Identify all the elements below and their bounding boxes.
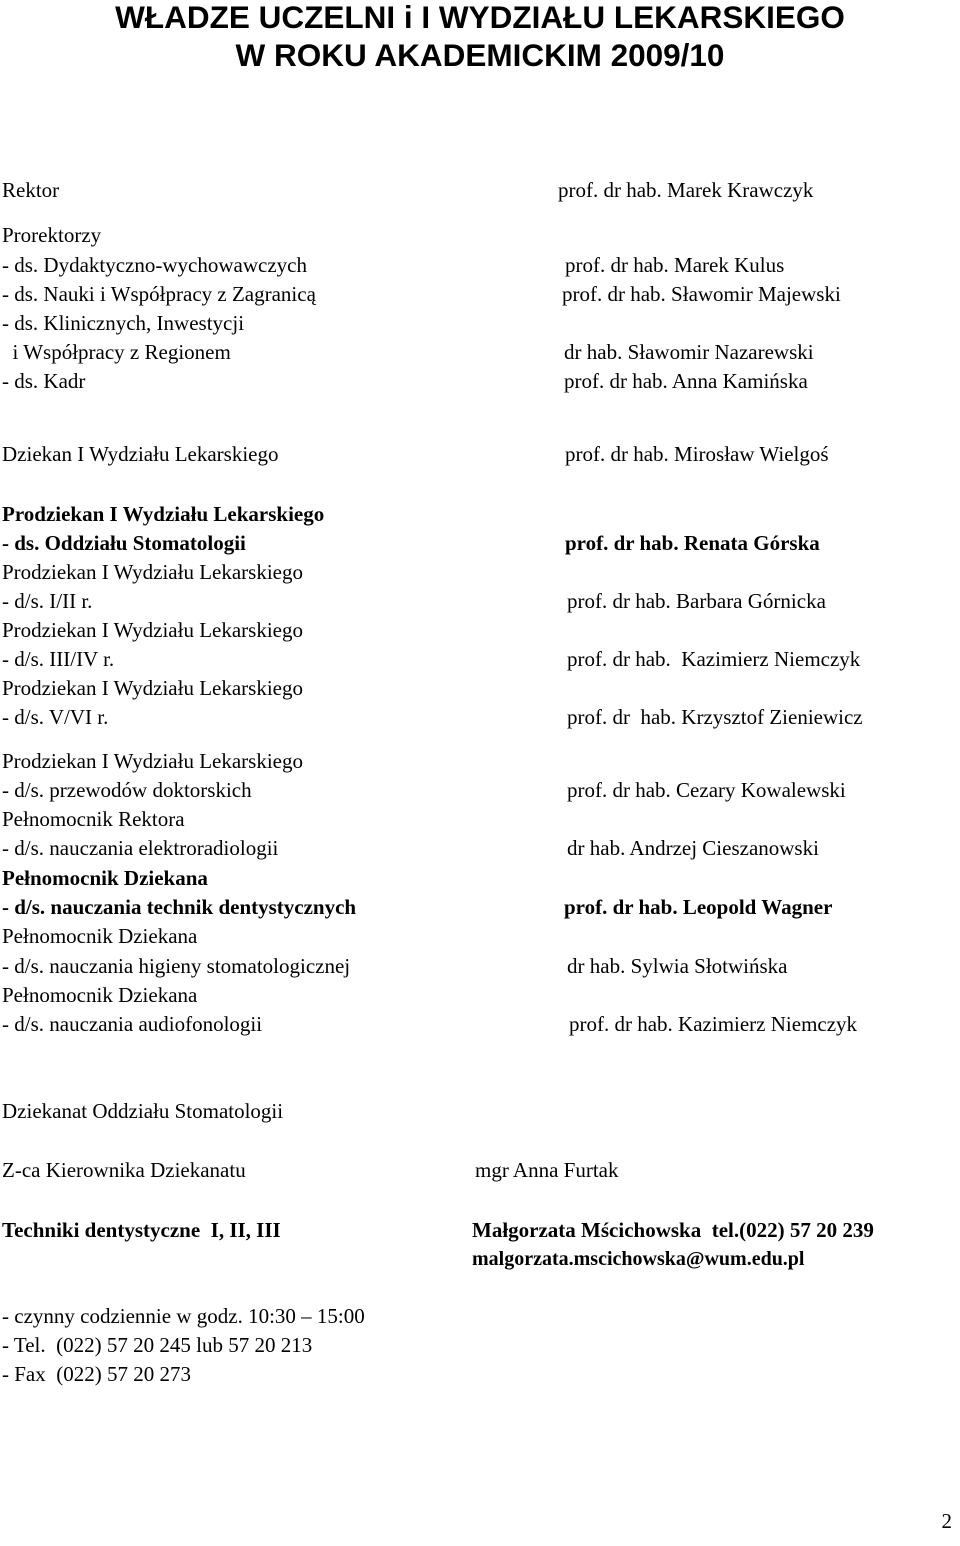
list-item	[0, 981, 960, 1010]
list-item	[0, 922, 960, 951]
section-heading: Dziekanat Oddziału Stomatologii	[2, 1099, 284, 1123]
person-name: prof. dr hab. Renata Górska	[565, 531, 820, 555]
role-label: Prodziekan I Wydziału Lekarskiego	[2, 749, 303, 773]
list-item	[0, 834, 960, 863]
contact-email: malgorzata.mscichowska@wum.edu.pl	[472, 1248, 805, 1270]
list-item	[0, 1156, 960, 1185]
person-name: prof. dr hab. Kazimierz Niemczyk	[567, 647, 861, 671]
list-item	[0, 500, 960, 529]
role-label: Pełnomocnik Dziekana	[2, 924, 198, 948]
page-number: 2	[941, 1509, 952, 1533]
list-item	[0, 367, 960, 396]
list-item	[0, 674, 960, 703]
list-item	[0, 1097, 960, 1126]
person-name: dr hab. Sylwia Słotwińska	[567, 954, 788, 978]
role-label: Dziekan I Wydziału Lekarskiego	[2, 442, 279, 466]
role-label: Techniki dentystyczne I, II, III	[2, 1218, 281, 1242]
person-name: prof. dr hab. Barbara Górnicka	[567, 589, 826, 613]
list-item	[0, 1216, 960, 1245]
office-fax: - Fax (022) 57 20 273	[2, 1362, 191, 1386]
role-label: - d/s. III/IV r.	[2, 647, 115, 671]
person-name: prof. dr hab. Marek Kulus	[565, 253, 785, 277]
role-label: - d/s. I/II r.	[2, 589, 93, 613]
person-name: prof. dr hab. Cezary Kowalewski	[567, 778, 846, 802]
list-item	[0, 280, 960, 309]
role-label: - ds. Dydaktyczno-wychowawczych	[2, 253, 307, 277]
list-item	[0, 747, 960, 776]
role-label: Pełnomocnik Rektora	[2, 807, 185, 831]
person-name: prof. dr hab. Krzysztof Zieniewicz	[567, 705, 863, 729]
person-name: prof. dr hab. Leopold Wagner	[564, 895, 833, 919]
list-item	[0, 893, 960, 922]
list-item	[0, 864, 960, 893]
person-name: prof. dr hab. Kazimierz Niemczyk	[569, 1012, 858, 1036]
list-item	[0, 221, 960, 250]
list-item	[0, 1010, 960, 1039]
list-item	[0, 587, 960, 616]
person-name: dr hab. Andrzej Cieszanowski	[567, 836, 819, 860]
person-name: dr hab. Sławomir Nazarewski	[564, 340, 814, 364]
role-label: - d/s. przewodów doktorskich	[2, 778, 252, 802]
role-label: - ds. Kadr	[2, 369, 86, 393]
list-item	[0, 440, 960, 469]
page-title-line-1: WŁADZE UCZELNI i I WYDZIAŁU LEKARSKIEGO	[115, 0, 845, 35]
role-label: - ds. Oddziału Stomatologii	[2, 531, 246, 555]
person-name: mgr Anna Furtak	[475, 1158, 619, 1182]
role-label: Z-ca Kierownika Dziekanatu	[2, 1158, 246, 1182]
contact-name-phone: Małgorzata Mścichowska tel.(022) 57 20 239	[472, 1218, 874, 1242]
list-item	[0, 776, 960, 805]
person-name: prof. dr hab. Mirosław Wielgoś	[565, 442, 829, 466]
list-item	[0, 616, 960, 645]
role-label: Pełnomocnik Dziekana	[2, 983, 198, 1007]
role-label: - d/s. nauczania elektroradiologii	[2, 836, 279, 860]
person-name: prof. dr hab. Sławomir Majewski	[562, 282, 841, 306]
list-item	[0, 309, 960, 338]
role-label: - d/s. nauczania audiofonologii	[2, 1012, 263, 1036]
list-item	[0, 251, 960, 280]
role-label: Rektor	[2, 178, 60, 202]
list-item	[0, 1360, 960, 1389]
list-item	[0, 1302, 960, 1331]
list-item	[0, 805, 960, 834]
role-label: Prodziekan I Wydziału Lekarskiego	[2, 618, 303, 642]
list-item	[0, 645, 960, 674]
role-label: Prorektorzy	[2, 223, 102, 247]
person-name: prof. dr hab. Anna Kamińska	[564, 369, 808, 393]
role-label: Prodziekan I Wydziału Lekarskiego	[2, 502, 325, 526]
list-item	[0, 529, 960, 558]
role-label: Prodziekan I Wydziału Lekarskiego	[2, 560, 303, 584]
role-label: Pełnomocnik Dziekana	[2, 866, 208, 890]
office-phone: - Tel. (022) 57 20 245 lub 57 20 213	[2, 1333, 313, 1357]
role-label: - ds. Klinicznych, Inwestycji	[2, 311, 245, 335]
role-label: - d/s. nauczania technik dentystycznych	[2, 895, 357, 919]
role-label: - d/s. nauczania higieny stomatologicznej	[2, 954, 351, 978]
office-hours: - czynny codziennie w godz. 10:30 – 15:00	[2, 1304, 365, 1328]
person-name: prof. dr hab. Marek Krawczyk	[558, 178, 814, 202]
page-title-line-2: W ROKU AKADEMICKIM 2009/10	[235, 37, 725, 73]
list-item	[0, 338, 960, 367]
list-item	[0, 703, 960, 732]
role-label: Prodziekan I Wydziału Lekarskiego	[2, 676, 303, 700]
role-label: - ds. Nauki i Współpracy z Zagranicą	[2, 282, 316, 306]
role-label: i Współpracy z Regionem	[2, 340, 231, 364]
role-label: - d/s. V/VI r.	[2, 705, 109, 729]
list-item	[0, 1331, 960, 1360]
list-item	[0, 176, 960, 205]
list-item	[0, 558, 960, 587]
list-item	[0, 952, 960, 981]
